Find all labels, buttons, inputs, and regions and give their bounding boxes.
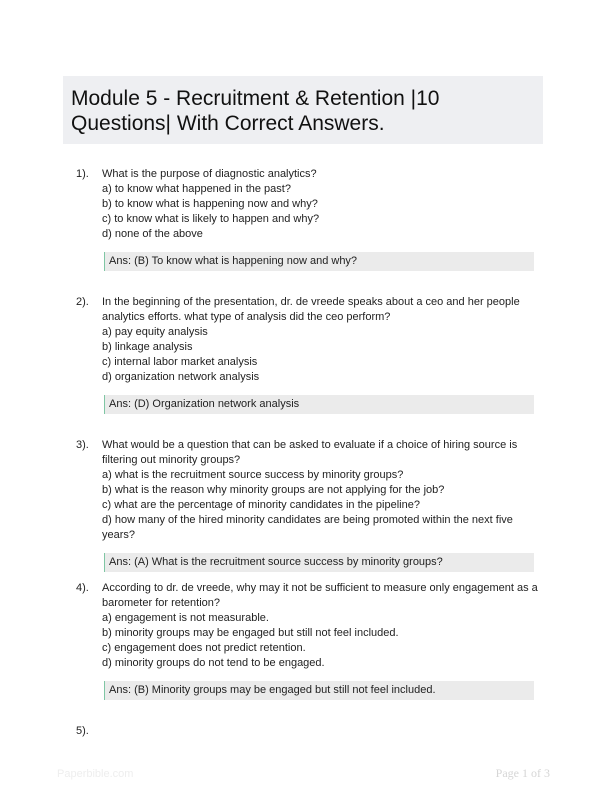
- option-c: c) to know what is likely to happen and why?: [102, 213, 320, 225]
- question-number: 2).: [76, 296, 89, 308]
- question-number: 4).: [76, 582, 89, 594]
- question-2: [63, 295, 543, 414]
- question-1: [63, 167, 543, 271]
- option-a: a) to know what happened in the past?: [102, 183, 291, 195]
- question-number: 1).: [76, 168, 89, 180]
- option-c: c) what are the percentage of minority candidates in the pipeline?: [102, 499, 420, 511]
- page-indicator: Page 1 of 3: [495, 766, 550, 780]
- option-d: d) none of the above: [102, 228, 203, 240]
- question-text: What is the purpose of diagnostic analytics?: [102, 168, 317, 180]
- question-4: [63, 581, 543, 700]
- option-a: a) pay equity analysis: [102, 326, 208, 338]
- footer-site-watermark: Paperbible.com: [57, 768, 134, 780]
- answer-box: Ans: (B) To know what is happening now and why?: [104, 252, 534, 271]
- option-a: a) what is the recruitment source success by minority groups?: [102, 469, 404, 481]
- option-c: c) engagement does not predict retention.: [102, 642, 306, 654]
- document-title: Module 5 - Recruitment & Retention |10 Questions| With Correct Answers.: [71, 87, 440, 135]
- document-title-box: [63, 76, 543, 144]
- option-d: d) organization network analysis: [102, 371, 260, 383]
- question-text: What would be a question that can be asked to evaluate if a choice of hiring source is filtering out minority groups?: [102, 439, 518, 466]
- option-b: b) to know what is happening now and why?: [102, 198, 318, 210]
- answer-box: Ans: (A) What is the recruitment source success by minority groups?: [104, 553, 534, 572]
- question-number: 3).: [76, 439, 89, 451]
- option-d: d) minority groups do not tend to be engaged.: [102, 657, 325, 669]
- answer-box: Ans: (D) Organization network analysis: [104, 395, 534, 414]
- option-b: b) linkage analysis: [102, 341, 193, 353]
- question-3: [63, 438, 543, 572]
- option-b: b) what is the reason why minority groups are not applying for the job?: [102, 484, 445, 496]
- option-d: d) how many of the hired minority candidates are being promoted within the next five years?: [102, 514, 513, 541]
- question-text: In the beginning of the presentation, dr. de vreede speaks about a ceo and her people analytics efforts. what type of analysis did the ceo perform?: [102, 296, 520, 323]
- question-number: 5).: [76, 725, 89, 737]
- option-b: b) minority groups may be engaged but still not feel included.: [102, 627, 399, 639]
- option-c: c) internal labor market analysis: [102, 356, 258, 368]
- option-a: a) engagement is not measurable.: [102, 612, 269, 624]
- answer-box: Ans: (B) Minority groups may be engaged but still not feel included.: [104, 681, 534, 700]
- question-text: According to dr. de vreede, why may it not be sufficient to measure only engagement as a barometer for retention?: [102, 582, 538, 609]
